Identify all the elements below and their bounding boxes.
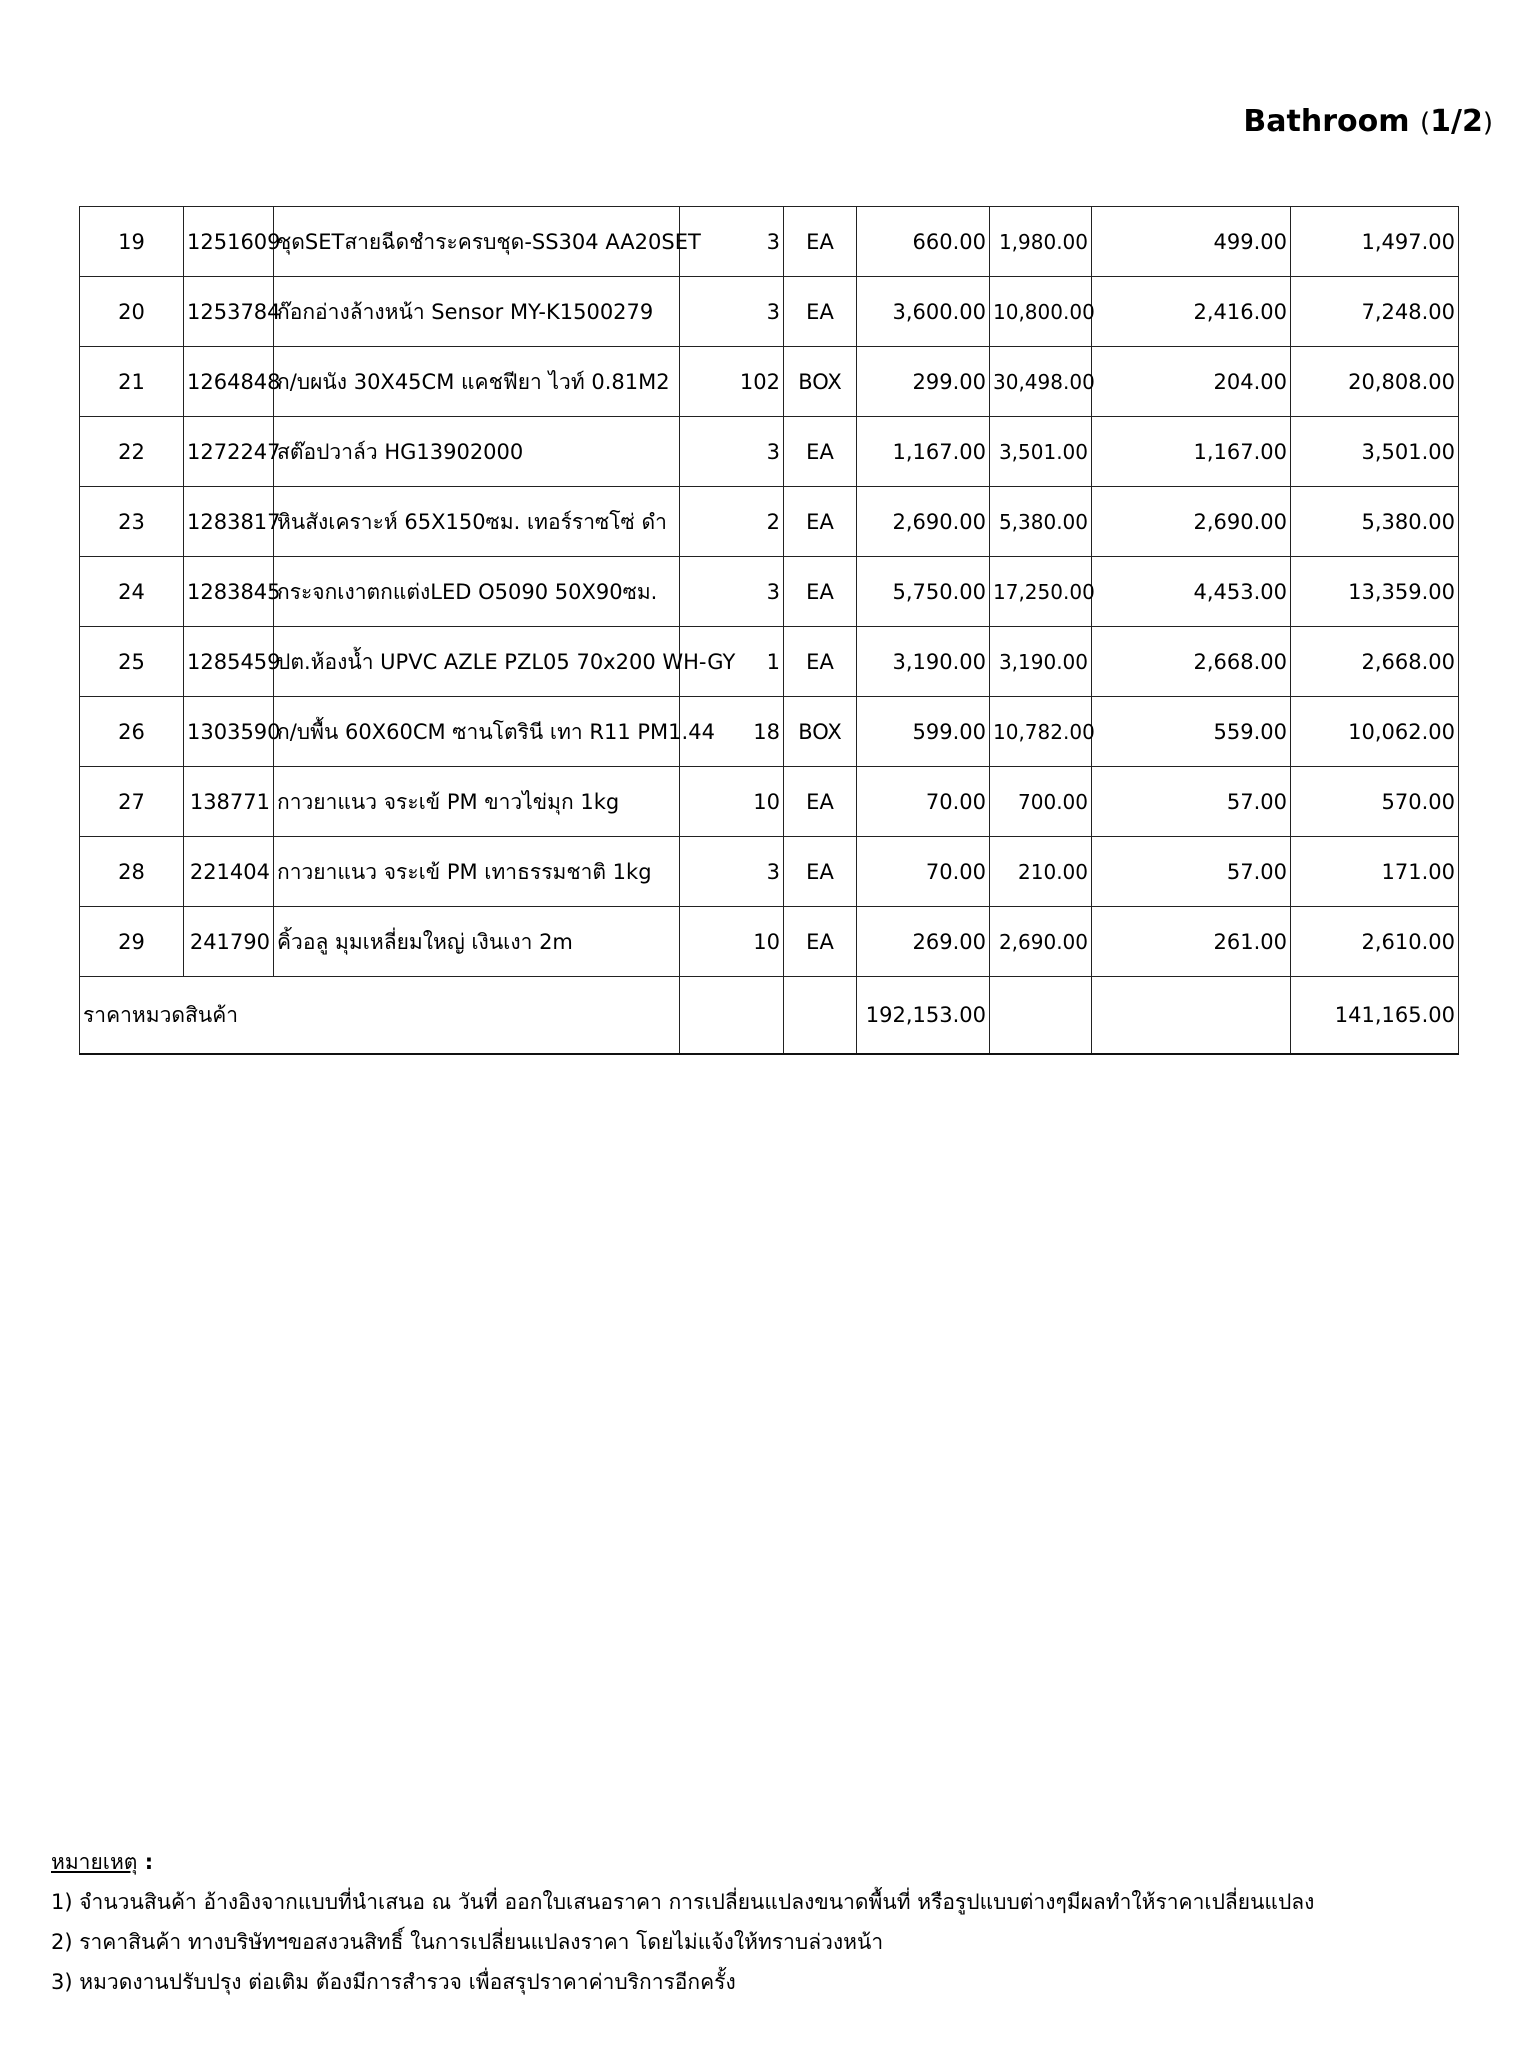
item-net-total-cell: 2,610.00 [1291,907,1459,977]
item-unit-price-cell: 3,600.00 [857,277,990,347]
total-empty-cell [1092,977,1291,1055]
item-unit-cell: BOX [784,697,857,767]
item-unit-cell: EA [784,487,857,557]
total-empty-cell [784,977,857,1055]
item-net-total-cell: 20,808.00 [1291,347,1459,417]
table-row [80,557,1459,627]
page-title [1243,104,1493,139]
item-net-total-cell: 13,359.00 [1291,557,1459,627]
item-unit-price-cell: 70.00 [857,837,990,907]
item-total-cell: 17,250.00 [990,557,1092,627]
item-description-cell: สต๊อปวาล์ว HG13902000 [274,417,680,487]
item-number-cell: 27 [80,767,184,837]
category-total-net: 141,165.00 [1291,977,1459,1055]
item-total-cell: 30,498.00 [990,347,1092,417]
item-net-total-cell: 570.00 [1291,767,1459,837]
table-row [80,837,1459,907]
item-description-cell: กระจกเงาตกแต่งLED O5090 50X90ซม. [274,557,680,627]
item-net-total-cell: 10,062.00 [1291,697,1459,767]
item-net-price-cell: 4,453.00 [1092,557,1291,627]
item-description-cell: กาวยาแนว จระเข้ PM เทาธรรมชาติ 1kg [274,837,680,907]
table-row [80,697,1459,767]
item-total-cell: 700.00 [990,767,1092,837]
item-total-cell: 3,501.00 [990,417,1092,487]
item-net-price-cell: 2,668.00 [1092,627,1291,697]
item-description-cell: คิ้วอลู มุมเหลี่ยมใหญ่ เงินเงา 2m [274,907,680,977]
item-code-cell: 1251609 [184,207,274,277]
item-number-cell: 20 [80,277,184,347]
table-row [80,417,1459,487]
item-number-cell: 21 [80,347,184,417]
item-number-cell: 29 [80,907,184,977]
item-code-cell: 1283817 [184,487,274,557]
notes-title: หมายเหตุ [51,1850,138,1874]
item-unit-cell: EA [784,417,857,487]
item-unit-cell: EA [784,277,857,347]
item-net-total-cell: 3,501.00 [1291,417,1459,487]
item-quantity-cell: 1 [680,627,784,697]
item-net-price-cell: 261.00 [1092,907,1291,977]
item-total-cell: 1,980.00 [990,207,1092,277]
item-description-cell: ก/บผนัง 30X45CM แคชฟียา ไวท์ 0.81M2 [274,347,680,417]
item-quantity-cell: 2 [680,487,784,557]
item-unit-price-cell: 599.00 [857,697,990,767]
item-description-cell: ก/บพื้น 60X60CM ซานโตรินี เทา R11 PM1.44 [274,697,680,767]
page-title-main: Bathroom [1243,104,1410,139]
item-quantity-cell: 18 [680,697,784,767]
table-row [80,277,1459,347]
item-net-total-cell: 171.00 [1291,837,1459,907]
item-code-cell: 1285459 [184,627,274,697]
item-quantity-cell: 10 [680,767,784,837]
category-total-price: 192,153.00 [857,977,990,1055]
item-net-price-cell: 499.00 [1092,207,1291,277]
item-description-cell: ก๊อกอ่างล้างหน้า Sensor MY-K1500279 [274,277,680,347]
item-quantity-cell: 3 [680,557,784,627]
item-unit-price-cell: 5,750.00 [857,557,990,627]
item-description-cell: กาวยาแนว จระเข้ PM ขาวไข่มุก 1kg [274,767,680,837]
item-code-cell: 138771 [184,767,274,837]
item-number-cell: 26 [80,697,184,767]
item-unit-price-cell: 299.00 [857,347,990,417]
item-unit-price-cell: 3,190.00 [857,627,990,697]
item-quantity-cell: 10 [680,907,784,977]
item-description-cell: ปต.ห้องน้ำ UPVC AZLE PZL05 70x200 WH-GY [274,627,680,697]
table-row [80,347,1459,417]
item-number-cell: 22 [80,417,184,487]
item-net-price-cell: 2,416.00 [1092,277,1291,347]
item-unit-price-cell: 2,690.00 [857,487,990,557]
item-net-total-cell: 7,248.00 [1291,277,1459,347]
item-net-total-cell: 1,497.00 [1291,207,1459,277]
item-code-cell: 1264848 [184,347,274,417]
item-number-cell: 24 [80,557,184,627]
note-item: 3) หมวดงานปรับปรุง ต่อเติม ต้องมีการสำรวจ เพื่อสรุปราคาค่าบริการอีกครั้ง [51,1970,736,1994]
item-quantity-cell: 3 [680,837,784,907]
item-code-cell: 241790 [184,907,274,977]
item-description-cell: ชุดSETสายฉีดชำระครบชุด-SS304 AA20SET [274,207,680,277]
table-row [80,767,1459,837]
item-code-cell: 1283845 [184,557,274,627]
category-total-label: ราคาหมวดสินค้า [80,977,680,1055]
item-net-price-cell: 1,167.00 [1092,417,1291,487]
total-empty-cell [680,977,784,1055]
table-row [80,487,1459,557]
table-row [80,907,1459,977]
page-title-close-paren: ) [1482,108,1493,138]
item-total-cell: 10,782.00 [990,697,1092,767]
page-title-open-paren: ( [1419,108,1431,138]
item-code-cell: 1303590 [184,697,274,767]
item-total-cell: 210.00 [990,837,1092,907]
item-code-cell: 221404 [184,837,274,907]
quotation-table [79,206,1459,1055]
item-total-cell: 5,380.00 [990,487,1092,557]
item-unit-price-cell: 269.00 [857,907,990,977]
item-net-total-cell: 5,380.00 [1291,487,1459,557]
item-quantity-cell: 3 [680,207,784,277]
item-net-price-cell: 204.00 [1092,347,1291,417]
category-total-row [80,977,1459,1055]
item-unit-cell: EA [784,207,857,277]
item-unit-price-cell: 660.00 [857,207,990,277]
total-empty-cell [990,977,1092,1055]
item-number-cell: 19 [80,207,184,277]
note-item: 1) จำนวนสินค้า อ้างอิงจากแบบที่นำเสนอ ณ วันที่ ออกใบเสนอราคา การเปลี่ยนแปลงขนาดพื้นที่ หรือรูปแบบต่างๆมีผลทำให้ราคาเปลี่ยนแปลง [51,1890,1315,1914]
note-item: 2) ราคาสินค้า ทางบริษัทฯขอสงวนสิทธิ์ ในการเปลี่ยนแปลงราคา โดยไม่แจ้งให้ทราบล่วงหน้า [51,1930,884,1954]
item-total-cell: 10,800.00 [990,277,1092,347]
item-unit-price-cell: 70.00 [857,767,990,837]
item-net-total-cell: 2,668.00 [1291,627,1459,697]
item-unit-price-cell: 1,167.00 [857,417,990,487]
item-net-price-cell: 2,690.00 [1092,487,1291,557]
table-body [80,207,1459,977]
item-unit-cell: EA [784,907,857,977]
item-code-cell: 1253784 [184,277,274,347]
notes-colon: : [137,1850,154,1874]
item-unit-cell: EA [784,627,857,697]
item-number-cell: 23 [80,487,184,557]
table-row [80,207,1459,277]
item-unit-cell: EA [784,557,857,627]
item-quantity-cell: 3 [680,277,784,347]
page-title-page: 1/2 [1430,104,1483,139]
item-unit-cell: BOX [784,347,857,417]
item-quantity-cell: 102 [680,347,784,417]
item-net-price-cell: 559.00 [1092,697,1291,767]
item-unit-cell: EA [784,767,857,837]
item-description-cell: หินสังเคราะห์ 65X150ซม. เทอร์ราซโซ่ ดำ [274,487,680,557]
table-row [80,627,1459,697]
item-net-price-cell: 57.00 [1092,767,1291,837]
item-number-cell: 25 [80,627,184,697]
item-total-cell: 2,690.00 [990,907,1092,977]
item-total-cell: 3,190.00 [990,627,1092,697]
item-unit-cell: EA [784,837,857,907]
item-net-price-cell: 57.00 [1092,837,1291,907]
item-number-cell: 28 [80,837,184,907]
item-quantity-cell: 3 [680,417,784,487]
notes-section [51,1842,1491,2002]
item-code-cell: 1272247 [184,417,274,487]
